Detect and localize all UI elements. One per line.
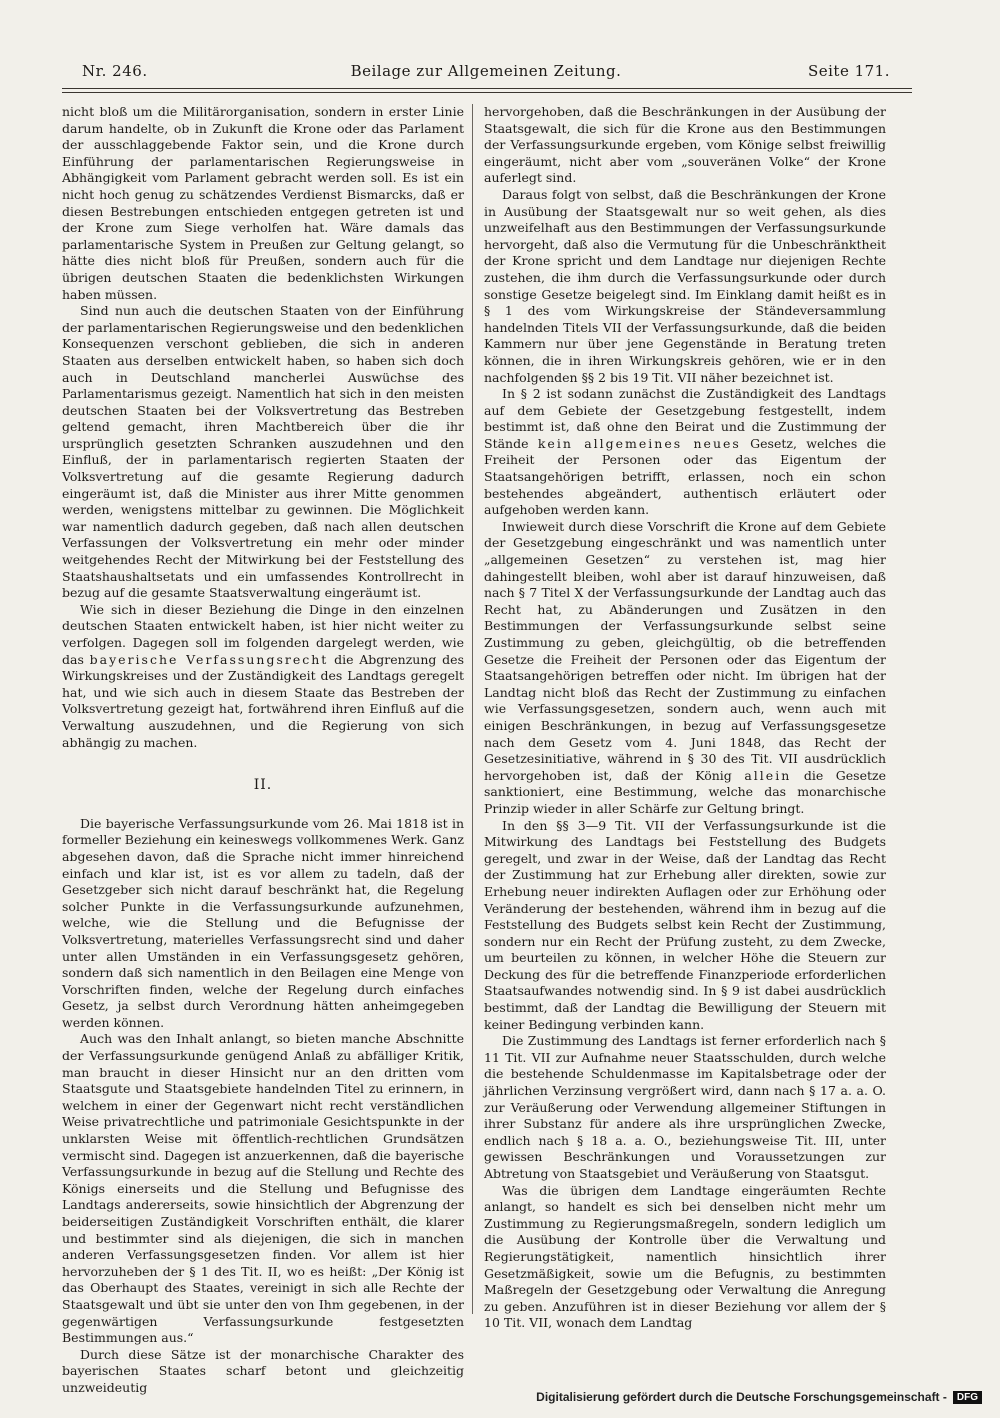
right-paragraph-4-a: Inwieweit durch diese Vorschrift die Krone auf dem Gebiete der Gesetzgebung eingeschränkt und was namentlich unter „allgemeinen Gesetzen“ zu verstehen ist, mag hier dahingestellt bleiben, wohl aber ist darauf hinzuweisen, daß nach § 7 Titel X der Verfassungsurkunde der Landtag auch das Recht hat, zu Abänderungen und Zusätzen in den Bestimmungen der Verfassungsurkunde selbst seine Zustimmung zu geben, gleichgültig, ob die betreffenden Gesetze die Freiheit der Personen oder das Eigentum der Staatsangehörigen betreffen oder nicht. Im übrigen hat der Landtag nicht bloß das Recht der Zustimmung zu einfachen wie Verfassungsgesetzen, sondern auch, wenn auch mit einigen Beschränkungen, in bezug auf Verfassungsgesetze nach dem Gesetz vom 4. Juni 1848, das Recht der Gesetzesinitiative, während in § 30 des Tit. VII ausdrücklich hervorgehoben ist, daß der König — [484, 518, 886, 783]
header-rule-bottom — [62, 92, 912, 93]
right-paragraph-3 — [484, 386, 886, 519]
page-number: Seite 171. — [807, 62, 890, 80]
right-paragraph-4-b: die Gesetze sanktioniert, eine Bestimmung, welche das monarchische Prinzip wieder in aller Schärfe zur Geltung bringt. — [484, 767, 886, 816]
footer-text: Digitalisierung gefördert durch die Deutsche Forschungsgemeinschaft - — [536, 1390, 947, 1404]
column-separator — [472, 104, 473, 1314]
page-header — [82, 62, 890, 84]
digitization-footer — [536, 1390, 982, 1404]
publication-title: Beilage zur Allgemeinen Zeitung. — [350, 62, 622, 80]
right-paragraph-2: Daraus folgt von selbst, daß die Beschränkungen der Krone in Ausübung der Staatsgewalt nur so weit gehen, als dies unzweifelhaft aus den Bestimmungen der Verfassungsurkunde hervorgeht, daß also die Vermutung für die Unbeschränktheit der Krone spricht und dem Landtage nur diejenigen Rechte zustehen, die ihm durch die Verfassungsurkunde oder durch sonstige Gesetze beigelegt sind. Im Einklang damit heißt es in § 1 des vom Wirkungskreise der Ständeversammlung handelnden Titels VII der Verfassungsurkunde, daß die beiden Kammern nur über jene Gegenstände in Beratung treten können, die in ihren Wirkungskreis gehören, wie er in den nachfolgenden §§ 2 bis 19 Tit. VII näher bezeichnet ist. — [484, 186, 886, 385]
header-rule-top — [62, 88, 912, 89]
left-paragraph-3-a: Wie sich in dieser Beziehung die Dinge in den einzelnen deutschen Staaten entwickelt haben, ist hier nicht weiter zu verfolgen. Dagegen soll im folgenden dargelegt werden, wie das — [62, 601, 464, 667]
spaced-emphasis: allein — [744, 767, 792, 783]
left-paragraph-3 — [62, 602, 464, 751]
left-paragraph-5: Auch was den Inhalt anlangt, so bieten manche Abschnitte der Verfassungsurkunde genügend Anlaß zu abfälliger Kritik, man braucht in dieser Hinsicht nur an den dritten vom Staatsgute und Staatsgebiete handelnden Titel zu erinnern, in welchem in einer der Gegenwart nicht recht verständlichen Weise privatrechtliche und patrimoniale Gesichtspunkte in der unklarsten Weise mit öffentlich-rechtlichen Grundsätzen vermischt sind. Dagegen ist anzuerkennen, daß die bayerische Verfassungsurkunde in bezug auf die Stellung und Rechte des Königs einerseits und die Stellung und Befugnisse des Landtags andererseits, sowie hinsichtlich der Abgrenzung der beiderseitigen Zuständigkeit Vorschriften enthält, die klarer und bestimmter sind als diejenigen, die sich in manchen anderen Verfassungsgesetzen finden. Vor allem ist hier hervorzuheben der § 1 des Tit. II, wo es heißt: „Der König ist das Oberhaupt des Staates, vereinigt in sich alle Rechte der Staatsgewalt und übt sie unter den von Ihm gegebenen, in der gegenwärtigen Verfassungsurkunde festgesetzten Bestimmungen aus.“ — [62, 1031, 464, 1346]
left-paragraph-2: Sind nun auch die deutschen Staaten von der Einführung der parlamentarischen Regierungsweise und den bedenklichen Konsequenzen verschont geblieben, die sich in anderen Staaten aus derselben entwickelt haben, so haben sich doch auch in Deutschland mancherlei Auswüchse des Parlamentarismus gezeigt. Namentlich hat sich in den meisten deutschen Staaten bei der Volksvertretung das Bestreben geltend gemacht, ihren Machtbereich über die ihr ursprünglich gesetzten Schranken auszudehnen und den Einfluß, der in parlamentarisch regierten Staaten der Volksvertretung auf die gesamte Regierung dadurch eingeräumt ist, daß die Minister aus ihrer Mitte genommen werden, wenigstens mittelbar zu gewinnen. Die Möglichkeit war namentlich dadurch gegeben, daß nach allen deutschen Verfassungen der Volksvertretung ein mehr oder minder weitgehendes Recht der Mitwirkung bei der Feststellung des Staatshaushaltsetats und ein umfassendes Kontrollrecht in bezug auf die gesamte Staatsverwaltung eingeräumt ist. — [62, 303, 464, 601]
dfg-logo: DFG — [953, 1391, 982, 1404]
right-paragraph-4 — [484, 519, 886, 818]
spaced-emphasis: bayerische Verfassungsrecht — [89, 651, 329, 667]
spaced-emphasis: kein allgemeines neues — [537, 435, 741, 451]
section-heading: II. — [253, 777, 273, 794]
right-paragraph-3-b: Gesetz, welches die Freiheit der Personen oder das Eigentum der Staatsangehörigen betrifft, erlassen, noch ein schon bestehendes abgeändert, authentisch erläutert oder aufgehoben werden kann. — [484, 435, 886, 518]
right-paragraph-6: Die Zustimmung des Landtags ist ferner erforderlich nach § 11 Tit. VII zur Aufnahme neuer Staatsschulden, durch welche die bestehende Schuldenmasse im Kapitalsbetrage oder der jährlichen Verzinsung vergrößert wird, dann nach § 17 a. a. O. zur Veräußerung oder Verwendung allgemeiner Stiftungen in ihrer Substanz für andere als ihre ursprünglichen Zwecke, endlich nach § 18 a. a. O., beziehungsweise Tit. III, unter gewissen Beschränkungen und Voraussetzungen zur Abtretung von Staatsgebiet und Veräußerung von Staatsgut. — [484, 1033, 886, 1181]
issue-number: Nr. 246. — [82, 62, 148, 80]
right-paragraph-1: hervorgehoben, daß die Beschränkungen in der Ausübung der Staatsgewalt, die sich für die Krone aus den Bestimmungen der Verfassungsurkunde ergeben, vom Könige selbst freiwillig eingeräumt, nicht aber vom „souveränen Volke“ der Krone auferlegt sind. — [484, 104, 886, 186]
left-paragraph-4: Die bayerische Verfassungsurkunde vom 26. Mai 1818 ist in formeller Beziehung ein keineswegs vollkommenes Werk. Ganz abgesehen davon, daß die Sprache nicht immer hinreichend einfach und klar ist, ist es vor allem zu tadeln, daß der Gesetzgeber sich nicht darauf beschränkt hat, die Regelung solcher Punkte in die Verfassungsurkunde aufzunehmen, welche, wie die Stellung und die Befugnisse der Volksvertretung, materielles Verfassungsrecht sind und daher unter allen Umständen in ein Verfassungsgesetz gehören, sondern daß sich namentlich in den Beilagen eine Menge von Vorschriften finden, welche der Regelung durch einfaches Gesetz, ja selbst durch Verordnung hätten anheimgegeben werden können. — [62, 815, 464, 1030]
right-column — [484, 104, 886, 1331]
left-paragraph-3-b: die Abgrenzung des Wirkungskreises und der Zuständigkeit des Landtags geregelt hat, und wie sich auch in diesem Staate das Bestreben der Volksvertretung gezeigt hat, fortwährend ihren Einfluß auf die Verwaltung auszudehnen, und die Regierung von sich abhängig zu machen. — [62, 651, 464, 750]
left-column — [62, 104, 464, 1395]
left-paragraph-1: nicht bloß um die Militärorganisation, sondern in erster Linie darum handelte, ob in Zukunft die Krone oder das Parlament der ausschlaggebende Faktor sein, und die Krone durch Einführung der parlamentarischen Regierungsweise in Abhängigkeit vom Parlament gebracht werden soll. Es ist ein nicht hoch genug zu schätzendes Verdienst Bismarcks, daß er diesen Bestrebungen entschieden entgegen getreten ist und der Krone zum Siege verholfen hat. Wäre damals das parlamentarische System in Preußen zur Geltung gelangt, so hätte dies nicht bloß für Preußen, sondern auch für die übrigen deutschen Staaten die bedenklichsten Wirkungen haben müssen. — [62, 104, 464, 302]
right-paragraph-5: In den §§ 3—9 Tit. VII der Verfassungsurkunde ist die Mitwirkung des Landtags bei Feststellung des Budgets geregelt, und zwar in der Weise, daß der Landtag das Recht der Zustimmung hat zur Erhebung aller direkten, sowie zur Erhebung neuer indirekten Auflagen oder zur Erhöhung oder Veränderung der bestehenden, während ihm in bezug auf die Feststellung des Budgets selbst kein Recht der Zustimmung, sondern nur ein Recht der Prüfung zusteht, zu dem Zwecke, um beurteilen zu können, in welcher Höhe die Steuern zur Deckung des für die betreffende Finanzperiode erforderlichen Staatsaufwandes notwendig sind. In § 9 ist dabei ausdrücklich bestimmt, daß der Landtag die Bewilligung der Steuern mit keiner Bedingung verbinden kann. — [484, 817, 886, 1032]
right-paragraph-3-a: In § 2 ist sodann zunächst die Zuständigkeit des Landtags auf dem Gebiete der Gesetzgebung festgestellt, indem bestimmt ist, daß ohne den Beirat und die Zustimmung der Stände — [484, 386, 886, 451]
left-paragraph-6: Durch diese Sätze ist der monarchische Charakter des bayerischen Staates scharf betont und gleichzeitig unzweideutig — [62, 1346, 464, 1395]
right-paragraph-7: Was die übrigen dem Landtage eingeräumten Rechte anlangt, so handelt es sich bei denselben nicht mehr um Zustimmung zu Regierungsmaßregeln, sondern lediglich um die Ausübung der Kontrolle über die Verwaltung und Regierungstätigkeit, namentlich hinsichtlich ihrer Gesetzmäßigkeit, sowie um die Befugnis, zu bestimmten Maßregeln der Gesetzgebung oder Verwaltung die Anregung zu geben. Anzuführen ist in dieser Beziehung vor allem der § 10 Tit. VII, wonach dem Landtag — [484, 1182, 886, 1331]
